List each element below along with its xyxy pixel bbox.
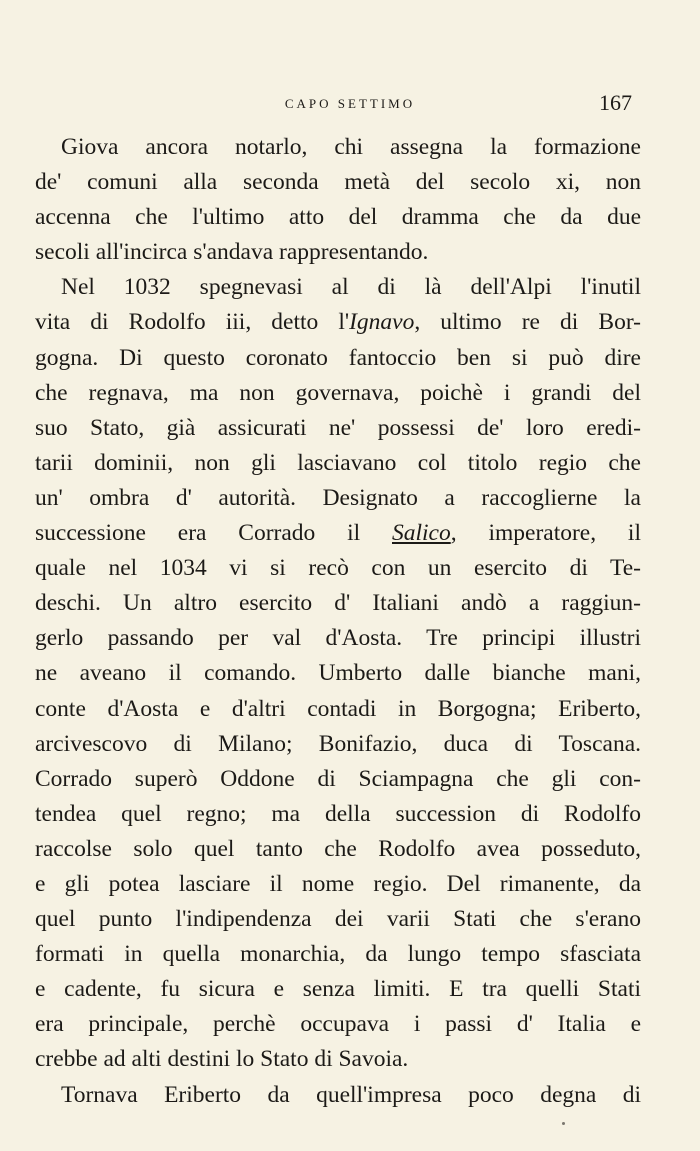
italic-term: Ignavo	[349, 309, 415, 336]
text-line: formati in quella monarchia, da lungo tempo sfasciata	[35, 941, 641, 968]
text-line: Tornava Eriberto da quell'impresa poco degna di	[61, 1081, 641, 1108]
running-title: CAPO SETTIMO	[284, 96, 416, 111]
text-line: deschi. Un altro esercito d' Italiani andò a raggiun-	[35, 590, 641, 617]
text-line: accenna che l'ultimo atto del dramma che da due	[35, 204, 641, 231]
text-line: ne aveano il comando. Umberto dalle bianche mani,	[35, 660, 641, 687]
text-line: arcivescovo di Milano; Bonifazio, duca di Toscana.	[35, 730, 641, 757]
text-line: era principale, perchè occupava i passi d' Italia e	[35, 1011, 641, 1038]
text-line: e gli potea lasciare il nome regio. Del rimanente, da	[35, 870, 641, 897]
body-text	[35, 130, 641, 1113]
print-speck	[562, 1122, 565, 1125]
text-span: , ultimo re di Bor-	[414, 309, 641, 336]
text-span: , imperatore, il	[450, 520, 641, 547]
text-line: un' ombra d' autorità. Designato a raccoglierne la	[35, 484, 641, 511]
page-number: 167	[599, 90, 632, 115]
text-line: che regnava, ma non governava, poichè i grandi del	[35, 379, 641, 406]
text-line: secoli all'incirca s'andava rappresentando.	[35, 239, 429, 266]
text-line: Giova ancora notarlo, chi assegna la formazione	[61, 134, 641, 160]
text-line: Corrado superò Oddone di Sciampagna che gli con-	[35, 765, 641, 792]
running-head	[0, 90, 700, 120]
text-line: quale nel 1034 vi si recò con un esercito di Te-	[35, 555, 641, 582]
text-line: raccolse solo quel tanto che Rodolfo avea posseduto,	[35, 835, 641, 862]
text-span: successione era Corrado il	[35, 520, 392, 547]
text-line: suo Stato, già assicurati ne' possessi de' loro eredi-	[35, 414, 641, 441]
text-line: crebbe ad alti destini lo Stato di Savoia.	[35, 1046, 409, 1073]
text-line: conte d'Aosta e d'altri contadi in Borgogna; Eriberto,	[35, 695, 641, 722]
text-span: vita di Rodolfo iii, detto l'	[35, 309, 350, 336]
text-line	[35, 305, 641, 340]
text-line: tarii dominii, non gli lasciavano col titolo regio che	[35, 449, 641, 476]
italic-term: Salico	[392, 520, 451, 547]
text-line: gogna. Di questo coronato fantoccio ben si può dire	[35, 344, 641, 371]
text-line: tendea quel regno; ma della succession di Rodolfo	[35, 800, 641, 827]
text-line: e cadente, fu sicura e senza limiti. E tra quelli Stati	[35, 976, 641, 1003]
text-line: quel punto l'indipendenza dei varii Stati che s'erano	[35, 906, 641, 933]
text-line: gerlo passando per val d'Aosta. Tre principi illustri	[35, 625, 641, 652]
text-line	[35, 516, 641, 551]
text-line: de' comuni alla seconda metà del secolo xi, non	[35, 169, 641, 196]
text-line: Nel 1032 spegnevasi al di là dell'Alpi l'inutil	[61, 274, 641, 301]
